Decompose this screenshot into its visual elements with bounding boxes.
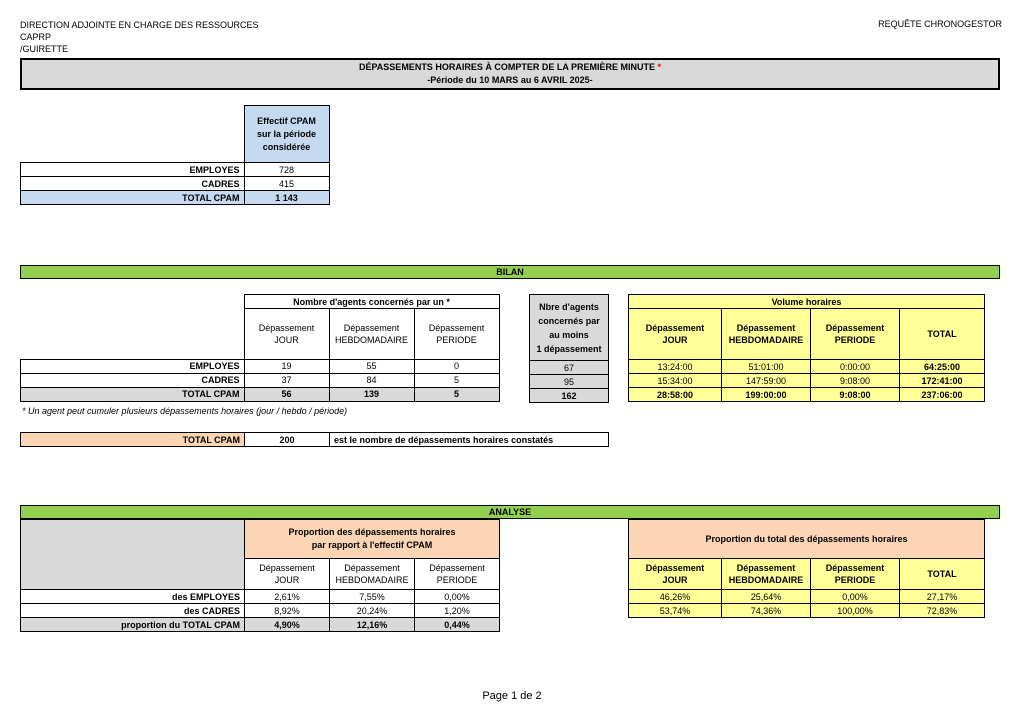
analyse-row-label: des EMPLOYES	[21, 590, 245, 604]
analyse-right-cell: 74,36%	[722, 604, 811, 618]
effectif-table	[20, 105, 330, 205]
volume-col-periode: Dépassement PERIODE	[811, 309, 900, 360]
bilan-cell: 5	[414, 373, 499, 387]
bilan-row-label: TOTAL CPAM	[21, 387, 245, 401]
title-text: DÉPASSEMENTS HORAIRES À COMPTER DE LA PREMIÈRE MINUTE	[358, 62, 655, 72]
analyse-right-title: Proportion du total des dépassements horaires	[629, 520, 985, 559]
volume-cell: 237:06:00	[900, 388, 985, 402]
volume-cell: 13:24:00	[629, 360, 722, 374]
table-row	[21, 163, 330, 177]
effectif-empty	[21, 106, 245, 163]
effectif-header-1: Effectif CPAM	[257, 115, 316, 126]
effectif-value: 415	[244, 177, 329, 191]
table-row	[21, 373, 500, 387]
bilan-volume-table	[628, 294, 985, 402]
header-line-guirette: /GUIRETTE	[20, 44, 69, 54]
volume-col-total: TOTAL	[900, 309, 985, 360]
bilan-nbre-cell: 67	[530, 361, 609, 375]
bilan-cell: 56	[244, 387, 329, 401]
analyse-cell: 0,44%	[415, 618, 500, 632]
analyse-cell: 12,16%	[330, 618, 415, 632]
bilan-cell: 19	[244, 359, 329, 373]
analyse-right-table	[628, 519, 985, 618]
effectif-header-3: considérée	[262, 141, 311, 152]
table-row	[21, 359, 500, 373]
analyse-right-cell: 25,64%	[722, 590, 811, 604]
analyse-right-col-periode: Dépassement PERIODE	[811, 559, 900, 590]
header-line-caprp: CAPRP	[20, 32, 52, 42]
bilan-empty-2	[21, 309, 245, 360]
analyse-cell: 1,20%	[415, 604, 500, 618]
analyse-row-label: proportion du TOTAL CPAM	[21, 618, 245, 632]
analyse-left-title: Proportion des dépassements horaires par rapport à l'effectif CPAM	[245, 520, 500, 559]
title-box	[20, 58, 1000, 90]
bilan-nbre-table	[529, 294, 609, 403]
bilan-empty	[21, 295, 245, 309]
total-cpam-text: est le nombre de dépassements horaires constatés	[330, 433, 609, 447]
title-line1	[22, 61, 998, 74]
table-row	[21, 387, 500, 401]
table-row	[21, 177, 330, 191]
effectif-header	[244, 106, 329, 163]
analyse-cell: 0,00%	[415, 590, 500, 604]
bilan-agents-table	[20, 294, 500, 402]
analyse-cell: 2,61%	[245, 590, 330, 604]
volume-cell: 9:08:00	[811, 374, 900, 388]
effectif-label: TOTAL CPAM	[21, 191, 245, 205]
analyse-cell: 4,90%	[245, 618, 330, 632]
header-line-direction: DIRECTION ADJOINTE EN CHARGE DES RESSOURCES	[20, 20, 259, 30]
analyse-right-cell: 46,26%	[629, 590, 722, 604]
volume-col-jour: Dépassement JOUR	[629, 309, 722, 360]
title-line2: -Période du 10 MARS au 6 AVRIL 2025-	[427, 75, 593, 85]
volume-cell: 9:08:00	[811, 388, 900, 402]
bilan-cell: 84	[329, 373, 414, 387]
analyse-right-cell: 0,00%	[811, 590, 900, 604]
effectif-header-2: sur la période	[256, 128, 317, 139]
page-footer: Page 1 de 2	[482, 690, 542, 702]
volume-cell: 172:41:00	[900, 374, 985, 388]
bilan-cell: 55	[329, 359, 414, 373]
analyse-right-cell: 72,83%	[900, 604, 985, 618]
analyse-right-cell: 100,00%	[811, 604, 900, 618]
table-row	[629, 590, 985, 604]
header-right: REQUÊTE CHRONOGESTOR	[878, 19, 1002, 29]
analyse-col-jour: Dépassement JOUR	[245, 559, 330, 590]
analyse-col-periode: Dépassement PERIODE	[415, 559, 500, 590]
table-row	[21, 191, 330, 205]
bilan-cell: 37	[244, 373, 329, 387]
bilan-col-jour: Dépassement JOUR	[244, 309, 329, 360]
analyse-right-cell: 27,17%	[900, 590, 985, 604]
title-asterisk: *	[657, 62, 662, 72]
volume-cell: 51:01:00	[722, 360, 811, 374]
bilan-bar: BILAN	[20, 265, 1000, 279]
bilan-row-label: EMPLOYES	[21, 359, 245, 373]
table-row	[21, 604, 500, 618]
bilan-nbre-title: Nbre d'agents concernés par au moins 1 dépassement	[530, 295, 609, 361]
analyse-cell: 7,55%	[330, 590, 415, 604]
analyse-grey-block	[21, 520, 245, 590]
analyse-col-hebdo: Dépassement HEBDOMADAIRE	[330, 559, 415, 590]
bilan-col-periode: Dépassement PERIODE	[414, 309, 499, 360]
analyse-right-col-hebdo: Dépassement HEBDOMADAIRE	[722, 559, 811, 590]
effectif-label: EMPLOYES	[21, 163, 245, 177]
header-left	[20, 19, 259, 55]
analyse-cell: 20,24%	[330, 604, 415, 618]
volume-col-hebdo: Dépassement HEBDOMADAIRE	[722, 309, 811, 360]
effectif-label: CADRES	[21, 177, 245, 191]
bilan-nbre-cell: 95	[530, 375, 609, 389]
volume-cell: 147:59:00	[722, 374, 811, 388]
table-row	[21, 618, 500, 632]
total-cpam-label: TOTAL CPAM	[21, 433, 245, 447]
volume-cell: 0:00:00	[811, 360, 900, 374]
volume-cell: 199:00:00	[722, 388, 811, 402]
total-cpam-table	[20, 432, 609, 447]
analyse-left-table	[20, 519, 500, 632]
table-row	[21, 590, 500, 604]
analyse-right-cell: 53,74%	[629, 604, 722, 618]
bilan-row-label: CADRES	[21, 373, 245, 387]
bilan-note: * Un agent peut cumuler plusieurs dépassements horaires (jour / hebdo / période)	[22, 406, 348, 416]
effectif-value: 728	[244, 163, 329, 177]
analyse-row-label: des CADRES	[21, 604, 245, 618]
analyse-right-col-total: TOTAL	[900, 559, 985, 590]
analyse-bar: ANALYSE	[20, 505, 1000, 519]
bilan-nbre-cell: 162	[530, 389, 609, 403]
volume-title: Volume horaires	[629, 295, 985, 309]
bilan-cell: 139	[329, 387, 414, 401]
volume-cell: 64:25:00	[900, 360, 985, 374]
analyse-cell: 8,92%	[245, 604, 330, 618]
table-row	[629, 360, 985, 374]
total-cpam-value: 200	[245, 433, 330, 447]
bilan-col-hebdo: Dépassement HEBDOMADAIRE	[329, 309, 414, 360]
effectif-value: 1 143	[244, 191, 329, 205]
table-row	[629, 388, 985, 402]
volume-cell: 28:58:00	[629, 388, 722, 402]
table-row	[629, 604, 985, 618]
table-row	[629, 374, 985, 388]
analyse-right-col-jour: Dépassement JOUR	[629, 559, 722, 590]
bilan-cell: 0	[414, 359, 499, 373]
bilan-cell: 5	[414, 387, 499, 401]
bilan-group-title: Nombre d'agents concernés par un *	[244, 295, 499, 309]
volume-cell: 15:34:00	[629, 374, 722, 388]
